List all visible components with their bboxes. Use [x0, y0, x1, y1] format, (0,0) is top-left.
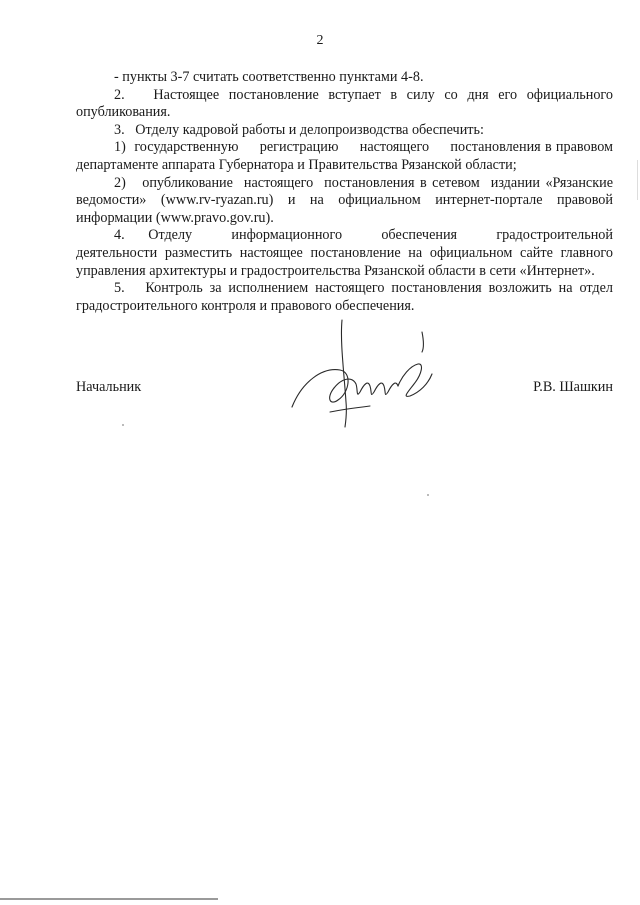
scan-edge — [637, 160, 638, 200]
paragraph-item-4: 4. Отделу информационного обеспечения градостроительной деятельности разместить настоящее постановление на официальном сайте главного управления архитектуры и градостроительства Рязанской области в сети «Интернет». — [76, 227, 613, 279]
paragraph-item-3: 3. Отделу кадровой работы и делопроизводства обеспечить: — [114, 121, 484, 138]
scan-bottom-edge — [0, 898, 218, 900]
handwritten-signature — [272, 312, 452, 432]
paragraph-item-2: 2. Настоящее постановление вступает в силу со дня его официального опубликования. — [76, 86, 613, 121]
page-number: 2 — [316, 33, 324, 48]
scan-speck — [427, 494, 429, 496]
document-body — [76, 69, 613, 315]
paragraph-subitem-1: 1) государственную регистрацию настоящего постановления в правовом департаменте аппарата Губернатора и Правительства Рязанской области; — [76, 139, 613, 173]
paragraph-item-5: 5. Контроль за исполнением настоящего постановления возложить на отдел градостроительного контроля и правового обеспечения. — [76, 280, 613, 314]
signatory-title: Начальник — [76, 379, 142, 395]
scan-speck — [122, 424, 124, 426]
paragraph-amendment: - пункты 3-7 считать соответственно пунктами 4-8. — [114, 69, 424, 85]
paragraph-subitem-2: 2) опубликование настоящего постановления в сетевом издании «Рязанские ведомости» (www.rv-ryazan.ru) и на официальном интернет-портале правовой информации (www.pravo.gov.ru). — [76, 174, 613, 226]
signatory-name: Р.В. Шашкин — [533, 379, 613, 395]
